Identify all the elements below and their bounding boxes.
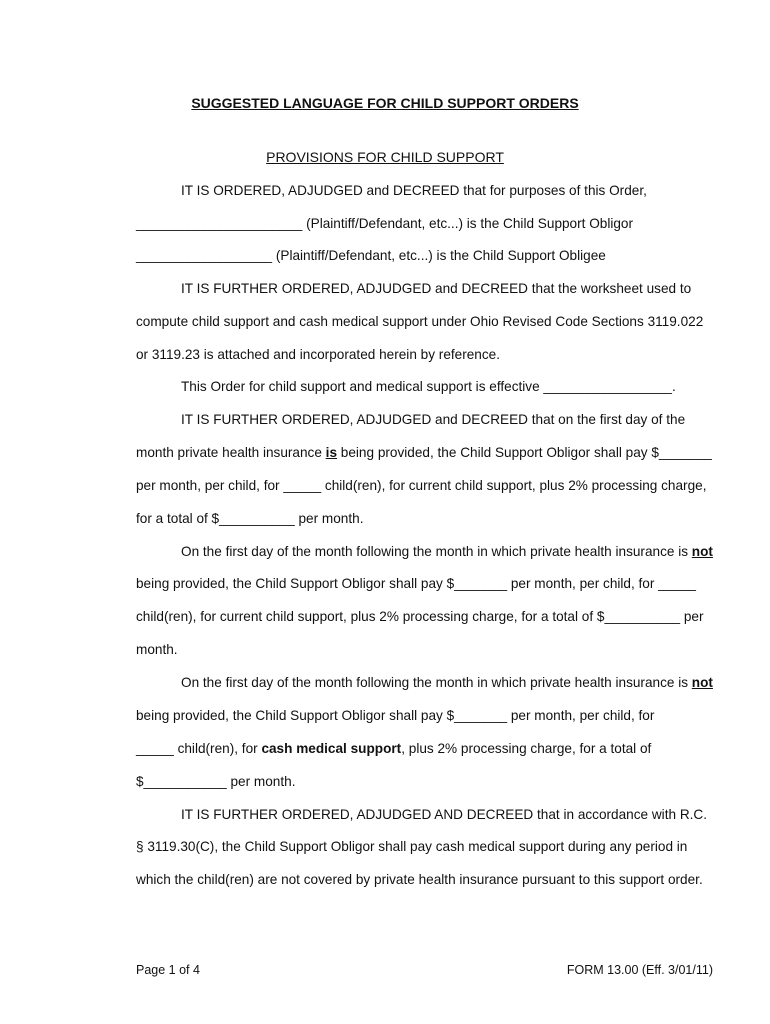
emphasis-cash-medical-support: cash medical support xyxy=(261,741,402,756)
paragraph-line: month. xyxy=(136,642,178,657)
paragraph-line: $___________ per month. xyxy=(136,774,296,789)
form-number: FORM 13.00 (Eff. 3/01/11) xyxy=(566,963,713,977)
emphasis-is: is xyxy=(325,445,338,460)
paragraph-line xyxy=(136,740,651,758)
emphasis-not: not xyxy=(691,675,713,690)
paragraph-line: IT IS FURTHER ORDERED, ADJUDGED and DECREED that the worksheet used to xyxy=(181,281,692,296)
text-span: being provided, the Child Support Obligor shall pay $_______ xyxy=(337,445,712,460)
paragraph-line: child(ren), for current child support, plus 2% processing charge, for a total of $__________ per xyxy=(136,609,704,624)
obligee-line: __________________ (Plaintiff/Defendant, etc...) is the Child Support Obligee xyxy=(136,248,606,263)
paragraph-line: IT IS ORDERED, ADJUDGED and DECREED that for purposes of this Order, xyxy=(181,183,647,198)
paragraph-line: which the child(ren) are not covered by private health insurance pursuant to this support order. xyxy=(136,872,703,887)
text-span: On the first day of the month following the month in which private health insurance is xyxy=(181,675,692,690)
paragraph-line: being provided, the Child Support Obligor shall pay $_______ per month, per child, for _____ xyxy=(136,576,696,591)
paragraph-line: being provided, the Child Support Obligor shall pay $_______ per month, per child, for xyxy=(136,708,655,723)
paragraph-line xyxy=(181,674,713,692)
text-span: , plus 2% processing charge, for a total of xyxy=(401,741,652,756)
text-span: _____ child(ren), for xyxy=(136,741,262,756)
document-title: SUGGESTED LANGUAGE FOR CHILD SUPPORT ORDERS xyxy=(191,95,579,111)
section-heading: PROVISIONS FOR CHILD SUPPORT xyxy=(266,149,504,165)
paragraph-line: § 3119.30(C), the Child Support Obligor shall pay cash medical support during any period in xyxy=(136,839,688,854)
paragraph-line: compute child support and cash medical support under Ohio Revised Code Sections 3119.022 xyxy=(136,314,704,329)
paragraph-line xyxy=(181,543,713,561)
paragraph-line: per month, per child, for _____ child(ren), for current child support, plus 2% processing charge, xyxy=(136,478,707,493)
paragraph-line xyxy=(136,444,712,462)
paragraph-line: IT IS FURTHER ORDERED, ADJUDGED AND DECREED that in accordance with R.C. xyxy=(181,807,708,822)
obligor-line: ______________________ (Plaintiff/Defendant, etc...) is the Child Support Obligor xyxy=(136,216,634,231)
paragraph-line: for a total of $__________ per month. xyxy=(136,511,364,526)
effective-date-line: This Order for child support and medical support is effective _________________. xyxy=(181,379,676,394)
paragraph-line: IT IS FURTHER ORDERED, ADJUDGED and DECREED that on the first day of the xyxy=(181,412,686,427)
emphasis-not: not xyxy=(691,544,713,559)
page-number: Page 1 of 4 xyxy=(136,963,200,977)
paragraph-line: or 3119.23 is attached and incorporated herein by reference. xyxy=(136,347,500,362)
text-span: On the first day of the month following the month in which private health insurance is xyxy=(181,544,692,559)
text-span: month private health insurance xyxy=(136,445,326,460)
